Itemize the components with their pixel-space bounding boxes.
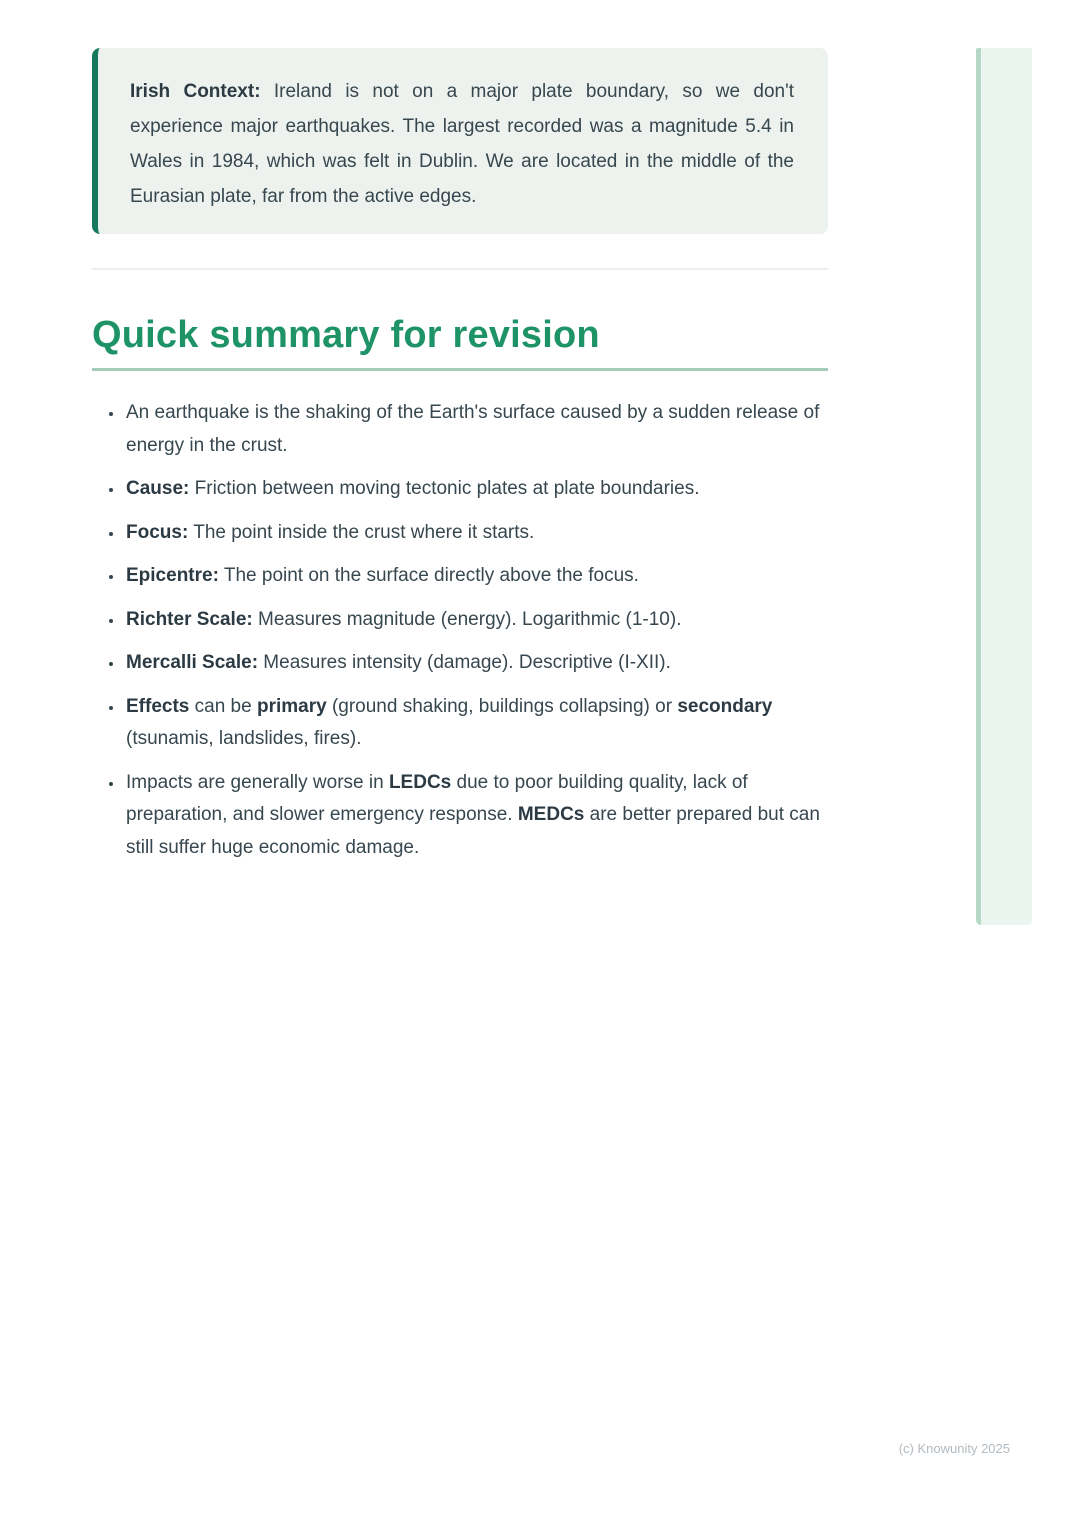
- title-underline: [92, 368, 828, 371]
- list-item: [124, 647, 828, 680]
- page-edge-stripe: [976, 48, 1032, 925]
- list-item: [124, 397, 828, 462]
- irish-context-callout: [92, 48, 828, 234]
- list-item-text: due to poor building quality, lack of preparation, and slower emergency response.: [126, 771, 748, 825]
- list-item-keyword: secondary: [677, 695, 773, 717]
- page-title: Quick summary for revision: [92, 314, 600, 356]
- list-item-text: Impacts are generally worse in: [126, 771, 389, 793]
- list-item-text: Friction between moving tectonic plates at plate boundaries.: [189, 478, 700, 499]
- list-item: [124, 517, 828, 550]
- copyright-text: (c) Knowunity 2025: [898, 1441, 1010, 1456]
- list-item-text: can be: [189, 695, 257, 717]
- list-item-keyword: Epicentre:: [126, 565, 219, 586]
- summary-list: [92, 397, 828, 864]
- list-item-keyword: Richter Scale:: [126, 608, 253, 630]
- list-item-keyword: Mercalli Scale:: [126, 652, 259, 673]
- section-divider: [92, 268, 828, 270]
- list-item-keyword: primary: [256, 695, 327, 717]
- page-content: [92, 48, 828, 875]
- list-item: [124, 604, 828, 637]
- list-item-keyword: MEDCs: [517, 804, 585, 825]
- list-item-text: (ground shaking, buildings collapsing) or: [326, 695, 678, 717]
- list-item-keyword: Focus:: [126, 521, 189, 543]
- list-item-text: Measures intensity (damage). Descriptive (I-XII).: [258, 652, 671, 673]
- callout-label: Irish Context:: [130, 81, 261, 102]
- list-item-text: are better prepared but can still suffer huge economic damage.: [126, 804, 820, 858]
- list-item-keyword: Cause:: [126, 478, 190, 499]
- callout-body-text: Ireland is not on a major plate boundary, so we don't experience major earthquakes. The largest recorded was a magnitude 5.4 in Wales in 1984, which was felt in Dublin. We are located in the middle of the Eurasian plate, far from the active edges.: [130, 81, 795, 207]
- list-item: [124, 767, 828, 865]
- list-item-text: The point on the surface directly above the focus.: [218, 565, 639, 586]
- callout-paragraph: [130, 74, 794, 214]
- list-item-text: (tsunamis, landslides, fires).: [126, 728, 362, 749]
- list-item-keyword: Effects: [126, 695, 190, 717]
- list-item: [124, 560, 828, 593]
- list-item: [124, 691, 828, 756]
- page-footer: [899, 1441, 1010, 1456]
- list-item-text: An earthquake is the shaking of the Earth's surface caused by a sudden release of energy in the crust.: [126, 402, 820, 456]
- list-item: [124, 473, 828, 506]
- list-item-keyword: LEDCs: [388, 771, 452, 793]
- list-item-text: The point inside the crust where it starts.: [188, 521, 535, 543]
- list-item-text: Measures magnitude (energy). Logarithmic (1-10).: [252, 608, 682, 630]
